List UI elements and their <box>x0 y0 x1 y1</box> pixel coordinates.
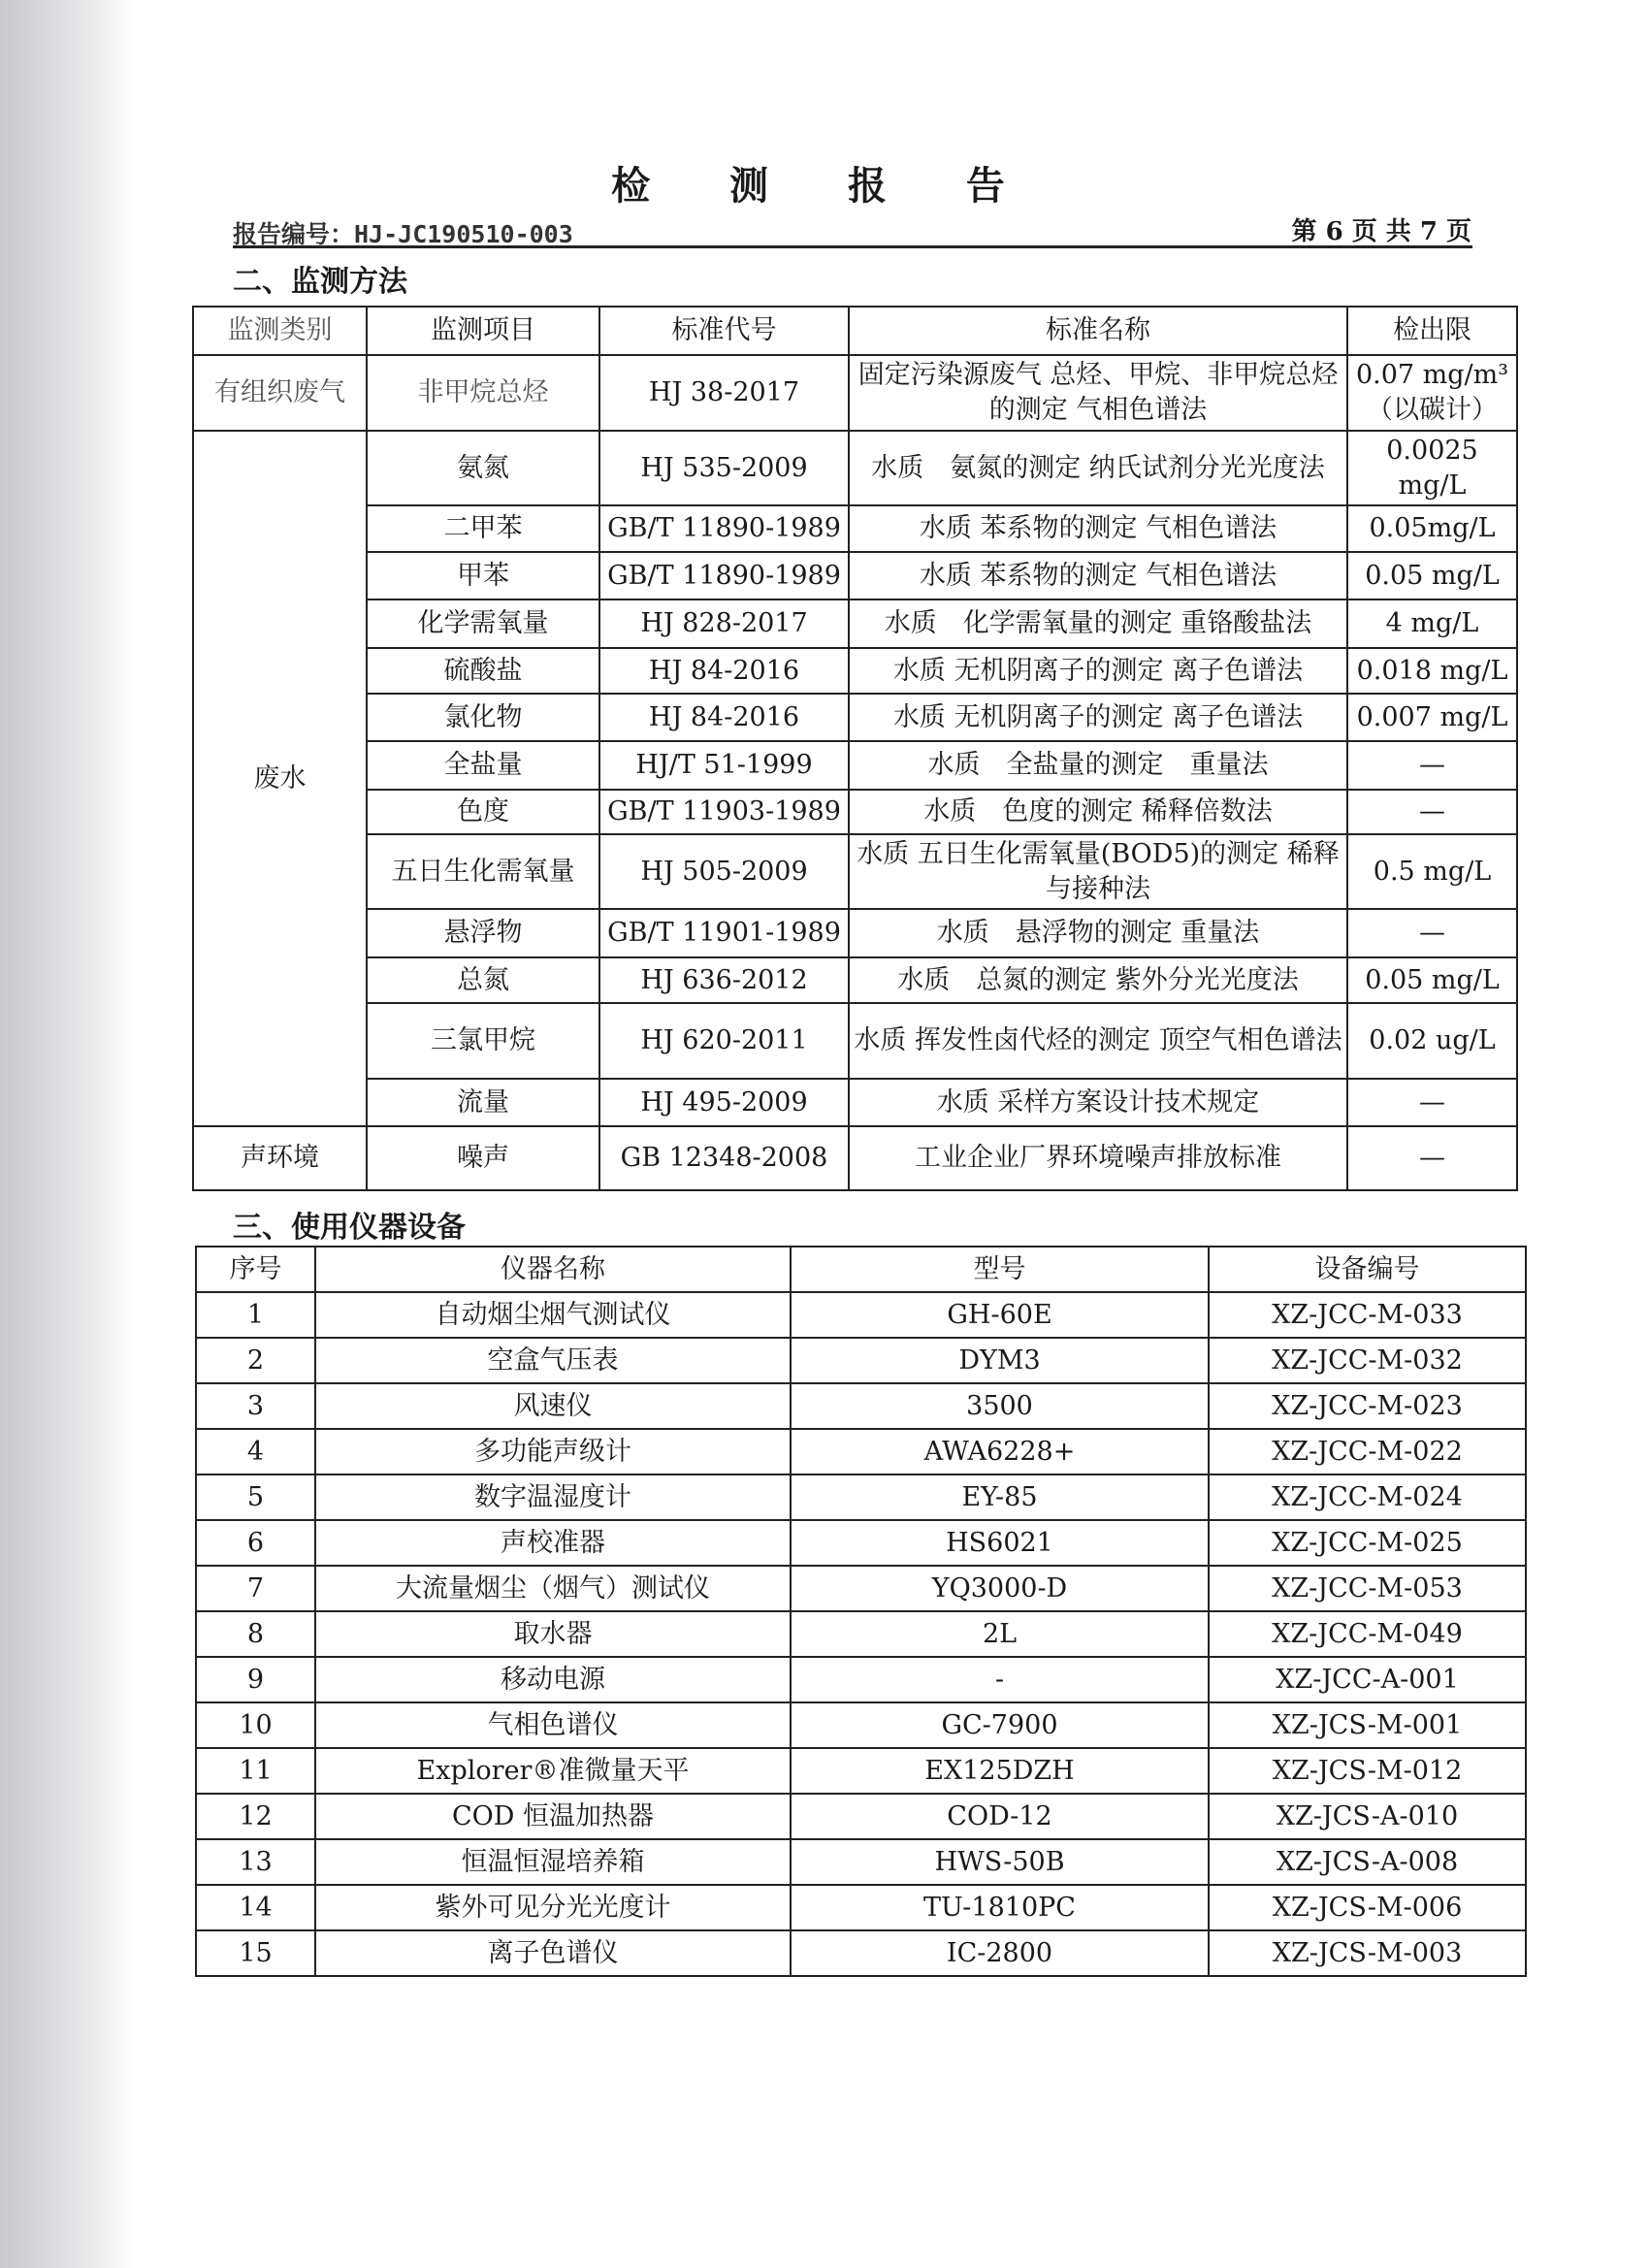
name-cell: 水质 全盐量的测定 重量法 <box>849 741 1347 790</box>
table-row <box>196 1429 1526 1474</box>
table-row <box>193 834 1517 909</box>
column-header: 型号 <box>791 1247 1209 1292</box>
limit-cell: 0.05 mg/L <box>1347 957 1517 1003</box>
table-row <box>196 1794 1526 1839</box>
model-cell: 3500 <box>791 1383 1209 1429</box>
index-cell: 6 <box>196 1520 315 1566</box>
item-cell: 氯化物 <box>367 694 599 741</box>
name-cell: 水质 悬浮物的测定 重量法 <box>849 909 1347 957</box>
table-row <box>196 1566 1526 1611</box>
table-row <box>193 741 1517 790</box>
table-row <box>193 909 1517 957</box>
device-id-cell: XZ-JCS-M-012 <box>1209 1748 1526 1794</box>
item-cell: 二甲苯 <box>367 505 599 552</box>
table-row <box>196 1839 1526 1885</box>
device-id-cell: XZ-JCC-M-023 <box>1209 1383 1526 1429</box>
name-cell: 水质 无机阴离子的测定 离子色谱法 <box>849 648 1347 694</box>
item-cell: 化学需氧量 <box>367 599 599 648</box>
device-id-cell: XZ-JCC-M-049 <box>1209 1611 1526 1657</box>
index-cell: 13 <box>196 1839 315 1885</box>
device-id-cell: XZ-JCC-M-022 <box>1209 1429 1526 1474</box>
code-cell: HJ 505-2009 <box>599 834 849 909</box>
index-cell: 14 <box>196 1885 315 1930</box>
item-cell: 甲苯 <box>367 552 599 599</box>
header-divider <box>233 245 1472 248</box>
index-cell: 10 <box>196 1702 315 1748</box>
report-number: 报告编号：HJ-JC190510-003 <box>233 220 573 248</box>
model-cell: EX125DZH <box>791 1748 1209 1794</box>
limit-cell: 0.05 mg/L <box>1347 552 1517 599</box>
device-id-cell: XZ-JCS-M-006 <box>1209 1885 1526 1930</box>
model-cell: AWA6228+ <box>791 1429 1209 1474</box>
table-row <box>196 1930 1526 1976</box>
device-id-cell: XZ-JCC-M-032 <box>1209 1338 1526 1383</box>
index-cell: 1 <box>196 1292 315 1338</box>
name-cell: 多功能声级计 <box>315 1429 791 1474</box>
category-cell: 有组织废气 <box>193 355 367 431</box>
name-cell: 紫外可见分光光度计 <box>315 1885 791 1930</box>
code-cell: GB/T 11890-1989 <box>599 552 849 599</box>
methods-table <box>192 306 1518 1191</box>
name-cell: 水质 色度的测定 稀释倍数法 <box>849 790 1347 834</box>
index-cell: 4 <box>196 1429 315 1474</box>
name-cell: 工业企业厂界环境噪声排放标准 <box>849 1126 1347 1190</box>
model-cell: TU-1810PC <box>791 1885 1209 1930</box>
header-row <box>196 1247 1526 1292</box>
device-id-cell: XZ-JCC-M-024 <box>1209 1474 1526 1520</box>
name-cell: 气相色谱仪 <box>315 1702 791 1748</box>
section-methods-heading: 二、监测方法 <box>233 265 407 299</box>
section-equipment-heading: 三、使用仪器设备 <box>233 1211 466 1245</box>
table-row <box>193 552 1517 599</box>
table-row <box>193 1079 1517 1126</box>
name-cell: 离子色谱仪 <box>315 1930 791 1976</box>
device-id-cell: XZ-JCS-M-003 <box>1209 1930 1526 1976</box>
name-cell: 水质 化学需氧量的测定 重铬酸盐法 <box>849 599 1347 648</box>
category-cell: 声环境 <box>193 1126 367 1190</box>
table-row <box>196 1474 1526 1520</box>
code-cell: HJ 636-2012 <box>599 957 849 1003</box>
item-cell: 悬浮物 <box>367 909 599 957</box>
device-id-cell: XZ-JCC-M-053 <box>1209 1566 1526 1611</box>
device-id-cell: XZ-JCC-A-001 <box>1209 1657 1526 1702</box>
device-id-cell: XZ-JCS-A-008 <box>1209 1839 1526 1885</box>
column-header: 仪器名称 <box>315 1247 791 1292</box>
limit-cell: 0.5 mg/L <box>1347 834 1517 909</box>
code-cell: GB/T 11903-1989 <box>599 790 849 834</box>
model-cell: COD-12 <box>791 1794 1209 1839</box>
name-cell: 水质 五日生化需氧量(BOD5)的测定 稀释与接种法 <box>849 834 1347 909</box>
column-header: 序号 <box>196 1247 315 1292</box>
table-row <box>193 355 1517 431</box>
code-cell: HJ 84-2016 <box>599 694 849 741</box>
index-cell: 15 <box>196 1930 315 1976</box>
item-cell: 氨氮 <box>367 431 599 505</box>
name-cell: 水质 总氮的测定 紫外分光光度法 <box>849 957 1347 1003</box>
table-row <box>196 1657 1526 1702</box>
name-cell: 自动烟尘烟气测试仪 <box>315 1292 791 1338</box>
name-cell: Explorer®准微量天平 <box>315 1748 791 1794</box>
table-row <box>196 1748 1526 1794</box>
table-row <box>193 1126 1517 1190</box>
index-cell: 5 <box>196 1474 315 1520</box>
name-cell: 大流量烟尘（烟气）测试仪 <box>315 1566 791 1611</box>
table-row <box>193 431 1517 505</box>
column-header: 设备编号 <box>1209 1247 1526 1292</box>
column-header: 标准代号 <box>599 307 849 355</box>
item-cell: 硫酸盐 <box>367 648 599 694</box>
limit-cell: 4 mg/L <box>1347 599 1517 648</box>
limit-cell: 0.007 mg/L <box>1347 694 1517 741</box>
table-row <box>193 599 1517 648</box>
model-cell: GC-7900 <box>791 1702 1209 1748</box>
model-cell: YQ3000-D <box>791 1566 1209 1611</box>
name-cell: 恒温恒湿培养箱 <box>315 1839 791 1885</box>
table-row <box>193 505 1517 552</box>
item-cell: 三氯甲烷 <box>367 1003 599 1079</box>
name-cell: 声校准器 <box>315 1520 791 1566</box>
code-cell: HJ 535-2009 <box>599 431 849 505</box>
device-id-cell: XZ-JCS-A-010 <box>1209 1794 1526 1839</box>
column-header: 标准名称 <box>849 307 1347 355</box>
name-cell: 数字温湿度计 <box>315 1474 791 1520</box>
code-cell: HJ 84-2016 <box>599 648 849 694</box>
table-row <box>196 1885 1526 1930</box>
code-cell: GB 12348-2008 <box>599 1126 849 1190</box>
limit-cell: 0.018 mg/L <box>1347 648 1517 694</box>
equipment-table <box>195 1246 1527 1977</box>
table-row <box>196 1338 1526 1383</box>
code-cell: HJ/T 51-1999 <box>599 741 849 790</box>
code-cell: HJ 620-2011 <box>599 1003 849 1079</box>
name-cell: 空盒气压表 <box>315 1338 791 1383</box>
model-cell: GH-60E <box>791 1292 1209 1338</box>
code-cell: HJ 828-2017 <box>599 599 849 648</box>
model-cell: EY-85 <box>791 1474 1209 1520</box>
index-cell: 2 <box>196 1338 315 1383</box>
name-cell: 水质 采样方案设计技术规定 <box>849 1079 1347 1126</box>
index-cell: 12 <box>196 1794 315 1839</box>
column-header: 检出限 <box>1347 307 1517 355</box>
device-id-cell: XZ-JCC-M-025 <box>1209 1520 1526 1566</box>
code-cell: HJ 38-2017 <box>599 355 849 431</box>
table-row <box>193 648 1517 694</box>
item-cell: 五日生化需氧量 <box>367 834 599 909</box>
item-cell: 流量 <box>367 1079 599 1126</box>
table-row <box>193 1003 1517 1079</box>
code-cell: HJ 495-2009 <box>599 1079 849 1126</box>
limit-cell: 0.07 mg/m³（以碳计） <box>1347 355 1517 431</box>
column-header: 监测项目 <box>367 307 599 355</box>
name-cell: 水质 苯系物的测定 气相色谱法 <box>849 552 1347 599</box>
limit-cell: — <box>1347 909 1517 957</box>
name-cell: 水质 无机阴离子的测定 离子色谱法 <box>849 694 1347 741</box>
header-row <box>193 307 1517 355</box>
model-cell: - <box>791 1657 1209 1702</box>
item-cell: 噪声 <box>367 1126 599 1190</box>
scan-shadow <box>0 0 136 2268</box>
limit-cell: — <box>1347 1079 1517 1126</box>
page-number: 第 6 页 共 7 页 <box>1291 217 1471 246</box>
item-cell: 色度 <box>367 790 599 834</box>
model-cell: HWS-50B <box>791 1839 1209 1885</box>
column-header: 监测类别 <box>193 307 367 355</box>
index-cell: 7 <box>196 1566 315 1611</box>
index-cell: 9 <box>196 1657 315 1702</box>
index-cell: 11 <box>196 1748 315 1794</box>
limit-cell: — <box>1347 741 1517 790</box>
name-cell: 移动电源 <box>315 1657 791 1702</box>
name-cell: 水质 氨氮的测定 纳氏试剂分光光度法 <box>849 431 1347 505</box>
category-cell: 废水 <box>193 431 367 1126</box>
name-cell: 固定污染源废气 总烃、甲烷、非甲烷总烃的测定 气相色谱法 <box>849 355 1347 431</box>
table-row <box>193 790 1517 834</box>
item-cell: 全盐量 <box>367 741 599 790</box>
table-row <box>193 957 1517 1003</box>
table-row <box>196 1702 1526 1748</box>
table-row <box>196 1383 1526 1429</box>
index-cell: 8 <box>196 1611 315 1657</box>
model-cell: IC-2800 <box>791 1930 1209 1976</box>
document-title: 检 测 报 告 <box>611 163 1038 209</box>
limit-cell: 0.02 ug/L <box>1347 1003 1517 1079</box>
name-cell: 水质 苯系物的测定 气相色谱法 <box>849 505 1347 552</box>
limit-cell: 0.05mg/L <box>1347 505 1517 552</box>
table-row <box>193 694 1517 741</box>
name-cell: 水质 挥发性卤代烃的测定 顶空气相色谱法 <box>849 1003 1347 1079</box>
name-cell: 取水器 <box>315 1611 791 1657</box>
limit-cell: — <box>1347 1126 1517 1190</box>
model-cell: DYM3 <box>791 1338 1209 1383</box>
model-cell: 2L <box>791 1611 1209 1657</box>
table-row <box>196 1611 1526 1657</box>
name-cell: 风速仪 <box>315 1383 791 1429</box>
limit-cell: — <box>1347 790 1517 834</box>
name-cell: COD 恒温加热器 <box>315 1794 791 1839</box>
model-cell: HS6021 <box>791 1520 1209 1566</box>
index-cell: 3 <box>196 1383 315 1429</box>
device-id-cell: XZ-JCC-M-033 <box>1209 1292 1526 1338</box>
code-cell: GB/T 11890-1989 <box>599 505 849 552</box>
item-cell: 总氮 <box>367 957 599 1003</box>
device-id-cell: XZ-JCS-M-001 <box>1209 1702 1526 1748</box>
table-row <box>196 1520 1526 1566</box>
code-cell: GB/T 11901-1989 <box>599 909 849 957</box>
limit-cell: 0.0025 mg/L <box>1347 431 1517 505</box>
table-row <box>196 1292 1526 1338</box>
item-cell: 非甲烷总烃 <box>367 355 599 431</box>
